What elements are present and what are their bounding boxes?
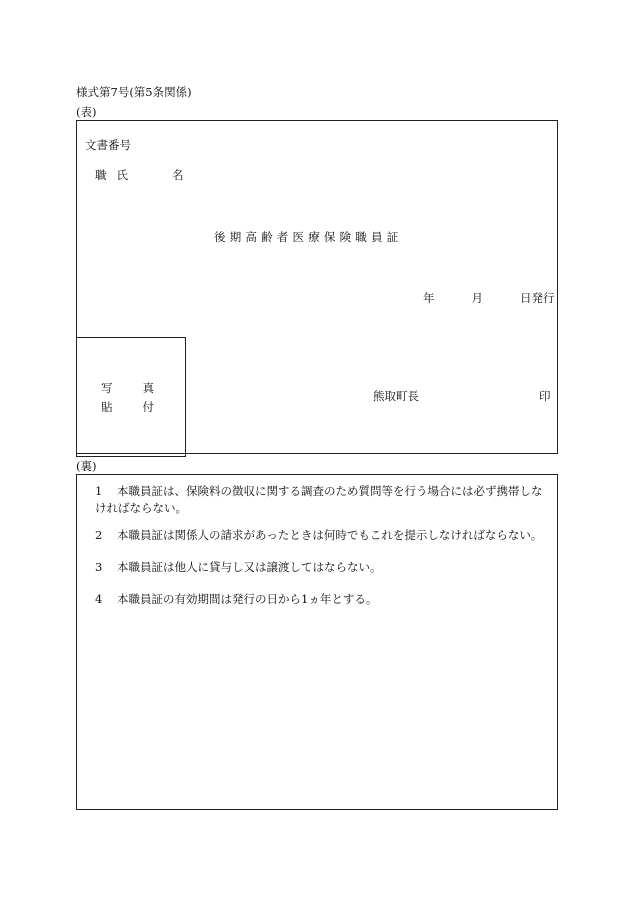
note-text-continued: ければならない。 (95, 501, 187, 515)
position-char-1: 職 (95, 168, 107, 182)
note-item (95, 559, 550, 576)
note-text: 本職員証は他人に貸与し又は譲渡してはならない。 (117, 560, 382, 574)
note-number: 3 (95, 560, 103, 574)
note-number: 4 (95, 592, 103, 606)
note-number: 2 (95, 528, 103, 542)
position-name-field (95, 167, 194, 183)
photo-area (76, 337, 186, 457)
position-char-3: 名 (172, 168, 184, 182)
photo-char-3: 貼 (101, 400, 113, 414)
issue-date (423, 290, 592, 306)
issue-month: 月 (471, 291, 483, 305)
seal-mark: 印 (539, 389, 551, 403)
issuer-name: 熊取町長 (373, 389, 419, 403)
form-title: 様式第7号(第5条関係) (76, 85, 192, 99)
certificate-back (76, 474, 558, 810)
note-item (95, 527, 550, 544)
back-side-label: (裏) (76, 459, 97, 473)
photo-char-2: 真 (142, 381, 154, 395)
photo-char-4: 付 (142, 400, 154, 414)
position-char-2: 氏 (116, 168, 128, 182)
photo-label-line1 (101, 380, 184, 396)
front-side-label: (表) (76, 105, 97, 119)
issue-day: 日発行 (520, 291, 555, 305)
note-item (95, 483, 550, 517)
note-text: 本職員証は関係人の請求があったときは何時でもこれを提示しなければならない。 (117, 528, 543, 542)
photo-label-line2 (101, 399, 184, 415)
document-number-label: 文書番号 (85, 138, 131, 152)
certificate-title: 後期高齢者医療保険職員証 (214, 230, 403, 244)
photo-char-1: 写 (101, 381, 113, 395)
note-text: 本職員証は、保険料の徴収に関する調査のため質問等を行う場合には必ず携帯しな (117, 484, 543, 498)
note-number: 1 (95, 484, 103, 498)
note-text: 本職員証の有効期間は発行の日から1ヵ年とする。 (117, 592, 378, 606)
certificate-front (76, 120, 558, 454)
note-item (95, 591, 550, 608)
issue-year: 年 (423, 291, 435, 305)
